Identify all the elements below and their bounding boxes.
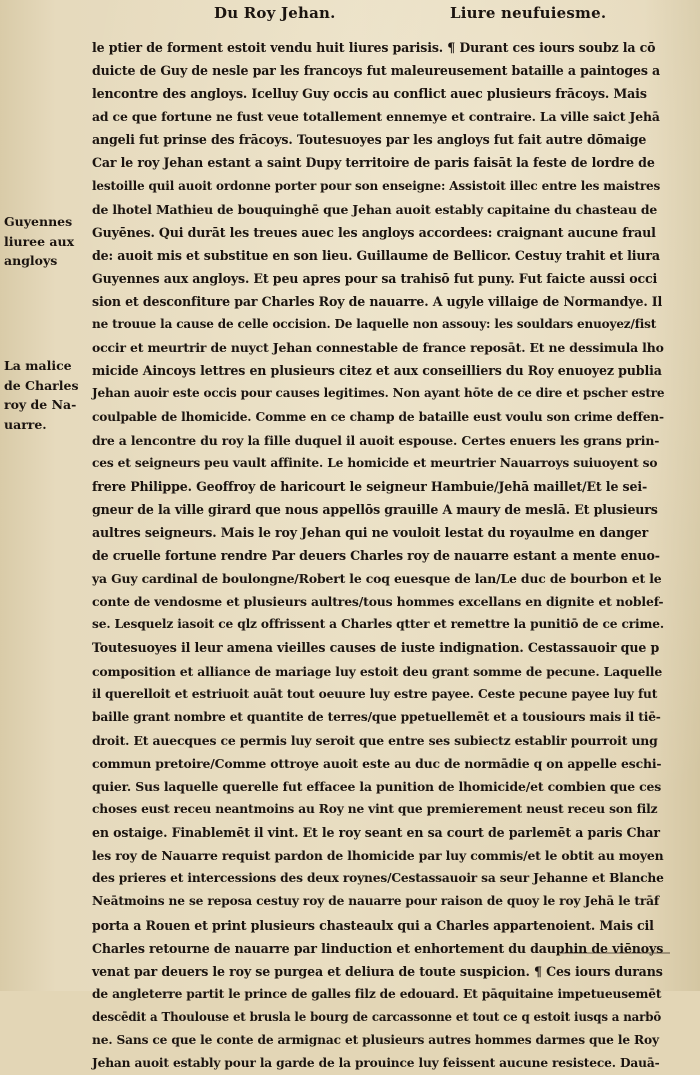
text-line: venat par deuers le roy se purgea et deliura de toute suspicion. ¶ Ces iours durans <box>92 963 663 979</box>
margin-note-guyennes <box>4 212 88 271</box>
text-line: de: auoit mis et substitue en son lieu. Guillaume de Bellicor. Cestuy trahit et liura <box>92 247 660 263</box>
text-line: Jehan auoir este occis pour causes legitimes. Non ayant hōte de ce dire et pscher estre <box>92 386 665 401</box>
text-line: descēdit a Thoulouse et brusla le bourg de carcassonne et tout ce q estoit iusqs a narbō <box>92 1009 662 1024</box>
text-line: composition et alliance de mariage luy estoit deu grant somme de pecune. Laquelle <box>92 663 663 679</box>
text-line: ya Guy cardinal de boulongne/Robert le coq euesque de lan/Le duc de bourbon et le <box>92 571 662 587</box>
text-line: porta a Rouen et print plusieurs chasteaulx qui a Charles appartenoient. Mais cil <box>92 917 654 933</box>
text-line: les roy de Nauarre requist pardon de lhomicide par luy commis/et le obtit au moyen <box>92 848 664 864</box>
text-line: Guyennes aux angloys. Et peu apres pour sa trahisō fut puny. Fut faicte aussi occi <box>92 270 658 286</box>
body-text-column <box>92 36 664 1075</box>
text-line: ne trouue la cause de celle occision. De laquelle non assouy: les souldars enuoyez/fist <box>92 317 657 332</box>
text-line: ces et seigneurs peu vault affinite. Le homicide et meurtrier Nauarroys suiuoyent so <box>92 455 658 470</box>
margin-note-line: liuree aux <box>4 233 75 249</box>
text-line: Guyēnes. Qui durāt les treues auec les angloys accordees: craignant aucune fraul <box>92 224 656 240</box>
text-line: de angleterre partit le prince de galles filz de edouard. Et pāquitaine impetueusemēt <box>92 986 662 1001</box>
margin-note-line: de Charles <box>4 377 79 393</box>
text-line: micide Aincoys lettres en plusieurs citez et aux conseilliers du Roy enuoyez publia <box>92 363 662 379</box>
text-line: conte de vendosme et plusieurs aultres/tous hommes excellans en dignite et noblef- <box>92 594 664 610</box>
text-line: de lhotel Mathieu de bouquinghē que Jehan auoit estably capitaine du chasteau de <box>92 201 658 217</box>
running-title-right: Liure neufuiesme. <box>450 4 607 22</box>
text-line: de cruelle fortune rendre Par deuers Charles roy de nauarre estant a mente enuo- <box>92 548 660 564</box>
text-line: Jehan auoit estably pour la garde de la prouince luy feissent aucune resistece. Dauā- <box>92 1056 660 1071</box>
text-line: duicte de Guy de nesle par les francoys fut maleureusement bataille a paintoges a <box>92 63 661 79</box>
text-line: dre a lencontre du roy la fille duquel il auoit espouse. Certes enuers les grans prin- <box>92 432 660 448</box>
text-line: Charles retourne de nauarre par linduction et enhortement du dauphin de viēnoys <box>92 940 664 956</box>
text-line: Car le roy Jehan estant a saint Dupy territoire de paris faisāt la feste de lordre de <box>92 155 655 171</box>
text-line: ne. Sans ce que le conte de armignac et plusieurs autres hommes darmes que le Roy <box>92 1033 659 1048</box>
margin-note-line: roy de Na- <box>4 397 77 412</box>
text-line: Neātmoins ne se reposa cestuy roy de nauarre pour raison de quoy le roy Jehā le trāf <box>92 894 659 909</box>
margin-note-line: Guyennes <box>4 214 73 229</box>
text-line: Toutesuoyes il leur amena vieilles causes de iuste indignation. Cestassauoir que p <box>92 640 660 656</box>
text-line: des prieres et intercessions des deux roynes/Cestassauoir sa seur Jehanne et Blanche <box>92 871 664 886</box>
text-line: quier. Sus laquelle querelle fut effacee la punition de lhomicide/et combien que ces <box>92 779 662 794</box>
text-line: choses eust receu neantmoins au Roy ne vint que premierement neust receu son filz <box>92 802 658 817</box>
text-line: gneur de la ville girard que nous appellōs grauille A maury de meslā. Et plusieurs <box>92 501 658 517</box>
running-title-left: Du Roy Jehan. <box>214 4 336 22</box>
margin-note-line: La malice <box>4 358 72 373</box>
text-line: baille grant nombre et quantite de terres/que ppetuellemēt et a tousiours mais il tiē- <box>92 709 661 724</box>
text-line: il querelloit et estriuoit auāt tout oeuure luy estre payee. Ceste pecune payee luy fut <box>92 686 658 701</box>
text-line: sion et desconfiture par Charles Roy de nauarre. A ugyle villaige de Normandye. Il <box>92 294 663 310</box>
text-line: angeli fut prinse des frācoys. Toutesuoyes par les angloys fut fait autre dōmaige <box>92 132 647 148</box>
text-line: droit. Et auecques ce permis luy seroit que entre ses subiectz establir pourroit ung <box>92 732 658 748</box>
text-line: en ostaige. Finablemēt il vint. Et le roy seant en sa court de parlemēt a paris Char <box>92 825 660 841</box>
running-header <box>0 4 700 28</box>
text-line: occir et meurtrir de nuyct Jehan connestable de france reposāt. Et ne dessimula lho <box>92 340 664 356</box>
text-line: coulpable de lhomicide. Comme en ce champ de bataille eust voulu son crime deffen- <box>92 409 664 424</box>
text-line: commun pretoire/Comme ottroye auoit este au duc de normādie q on appelle eschi- <box>92 755 662 771</box>
margin-note-line: uarre. <box>4 416 47 432</box>
margin-note-malice <box>4 356 88 434</box>
text-line: aultres seigneurs. Mais le roy Jehan qui ne vouloit lestat du royaulme en danger <box>92 524 649 540</box>
text-line: lestoille quil auoit ordonne porter pour son enseigne: Assistoit illec entre les maistres <box>92 178 661 193</box>
text-line: se. Lesquelz iasoit ce qlz offrissent a Charles qtter et remettre la punitiō de ce crime. <box>92 617 664 632</box>
text-line: lencontre des angloys. Icelluy Guy occis au conflict auec plusieurs frācoys. Mais <box>92 86 647 102</box>
text-line: le ptier de forment estoit vendu huit liures parisis. ¶ Durant ces iours soubz la cō <box>92 40 656 55</box>
text-line: frere Philippe. Geoffroy de haricourt le seigneur Hambuie/Jehā maillet/Et le sei- <box>92 478 648 494</box>
bottom-rule <box>560 952 670 954</box>
margin-note-line: angloys <box>4 253 58 268</box>
text-line: ad ce que fortune ne fust veue totallement ennemye et contraire. La ville saict Jehā <box>92 109 660 125</box>
